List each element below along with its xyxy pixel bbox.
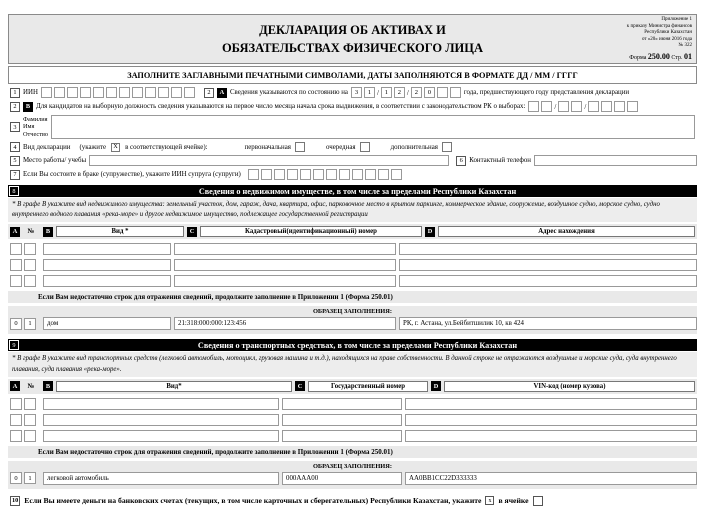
row-spouse-iin: [10, 169, 697, 180]
sample-no-cell: 1: [24, 472, 36, 484]
form-number-label: Форма: [629, 54, 647, 61]
vid-input[interactable]: [43, 259, 171, 271]
legal-appendix-block: [627, 17, 692, 62]
marker-b: B: [23, 102, 33, 112]
address-input[interactable]: [399, 259, 697, 271]
page-label: Стр.: [671, 54, 683, 61]
row-no-cell[interactable]: [24, 398, 36, 410]
form-number-line: [627, 52, 692, 63]
spouse-iin-cell[interactable]: [248, 169, 259, 180]
column-vin-label: VIN-код (номер кузова): [444, 381, 695, 392]
row-workplace-phone: [10, 155, 697, 166]
spouse-iin-cell[interactable]: [300, 169, 311, 180]
page-number: 01: [684, 51, 692, 61]
iin-cell[interactable]: [184, 87, 195, 98]
sample-label: ОБРАЗЕЦ ЗАПОЛНЕНИЯ:: [312, 462, 393, 470]
date-cell[interactable]: [571, 101, 582, 112]
column-a-header: [10, 226, 40, 237]
spouse-iin-cell[interactable]: [365, 169, 376, 180]
row-number-5: 5: [10, 156, 20, 166]
row-number-3: 3: [10, 122, 20, 132]
appendix-line: Приложение 1: [661, 17, 692, 22]
row-no-cell[interactable]: [10, 398, 22, 410]
phone-input[interactable]: [534, 155, 697, 166]
row-number-2b: 2: [10, 102, 20, 112]
section8-number: 8: [9, 186, 19, 196]
section9-note: * В графе В укажите вид транспортных средств (легковой автомобиль, мотоцикл, грузовая машина и т.д.), находящихся на праве собственности. В данной строке не отражаются воздушные и морские суда, суда внутреннего плавания, суда плавания «река-море».: [8, 352, 697, 376]
date-cell[interactable]: 2: [394, 87, 405, 98]
date-separator: /: [376, 88, 379, 97]
vehicle-vid-input[interactable]: [43, 430, 279, 442]
form-title-line1: ДЕКЛАРАЦИЯ ОБ АКТИВАХ И: [259, 22, 446, 37]
iin-cell[interactable]: [106, 87, 117, 98]
iin-cell[interactable]: [80, 87, 91, 98]
row-number-10: 10: [12, 497, 19, 505]
patronymic-label: Отчество: [23, 130, 49, 138]
spouse-iin-cell[interactable]: [378, 169, 389, 180]
section8-row: [10, 259, 697, 271]
row-fio: [10, 115, 697, 139]
column-vid-label: Вид*: [56, 381, 292, 392]
sample-cadastre-value: 21:318:000:000:123:456: [174, 317, 396, 330]
column-a-header: [10, 381, 40, 392]
section9-table-header: [8, 379, 697, 394]
marker-b: B: [43, 381, 53, 391]
marker-a: A: [10, 227, 20, 237]
section9-sample-row: [10, 472, 697, 485]
marker-d: D: [425, 227, 435, 237]
date-cell[interactable]: [558, 101, 569, 112]
column-no-label: №: [27, 382, 35, 390]
iin-cell[interactable]: [145, 87, 156, 98]
cadastre-number-input[interactable]: [174, 259, 396, 271]
date-cell[interactable]: [450, 87, 461, 98]
date-cell[interactable]: [528, 101, 539, 112]
date-cell[interactable]: 3: [351, 87, 362, 98]
form-title-line2: ОБЯЗАТЕЛЬСТВАХ ФИЗИЧЕСКОГО ЛИЦА: [221, 41, 484, 55]
workplace-input[interactable]: [89, 155, 449, 166]
as-of-date-suffix: года, предшествующего году представления декларации: [463, 89, 630, 96]
option-initial-checkbox[interactable]: [295, 142, 305, 152]
vin-input[interactable]: [405, 398, 697, 410]
date-cell[interactable]: [627, 101, 638, 112]
spouse-iin-cell[interactable]: [313, 169, 324, 180]
date-separator: /: [406, 88, 409, 97]
spouse-iin-cell[interactable]: [274, 169, 285, 180]
row-number-6: 6: [456, 156, 466, 166]
section9-row: [10, 430, 697, 442]
marker-d: D: [431, 381, 441, 391]
iin-cell[interactable]: [158, 87, 169, 98]
date-separator: /: [584, 102, 587, 111]
candidates-label: Для кандидатов на выборную должность сведения указываются на первое число месяца начала срока выдвижения, в соответствии с законодательством РК о выборах:: [36, 103, 526, 110]
section8-table-header: [8, 224, 697, 239]
iin-cell[interactable]: [132, 87, 143, 98]
state-number-input[interactable]: [282, 430, 402, 442]
iin-cell[interactable]: [41, 87, 52, 98]
row-no-cells: [10, 259, 40, 271]
date-cell[interactable]: 2: [411, 87, 422, 98]
appendix-line: № 322: [678, 43, 692, 48]
marker-b: B: [43, 227, 53, 237]
option-regular-checkbox[interactable]: [360, 142, 370, 152]
hint-post: в соответствующей ячейке):: [125, 143, 208, 151]
sample-no-cell: 1: [24, 318, 36, 330]
section9-sample: [8, 461, 697, 489]
date-cell[interactable]: [588, 101, 599, 112]
section8-sample-row: [10, 317, 697, 330]
section9-number: 9: [9, 340, 19, 350]
row-iin-and-date: [10, 87, 697, 98]
iin-cell[interactable]: [119, 87, 130, 98]
sample-label: ОБРАЗЕЦ ЗАПОЛНЕНИЯ:: [312, 308, 393, 316]
row-number-7: 7: [10, 170, 20, 180]
address-input[interactable]: [399, 275, 697, 287]
vehicle-vid-input[interactable]: [43, 414, 279, 426]
name-label: Имя: [23, 123, 35, 131]
sample-address-value: РК, г. Астана, ул.Бейбитшилик 10, кв 424: [399, 317, 697, 330]
sample-vehicle-vid-value: легковой автомобиль: [43, 472, 279, 485]
spouse-iin-cell[interactable]: [326, 169, 337, 180]
vehicle-vid-input[interactable]: [43, 398, 279, 410]
bank-accounts-text-after: в ячейке: [498, 496, 529, 506]
form-title: [222, 21, 483, 57]
appendix-line: к приказу Министра финансов: [626, 23, 692, 29]
form-number: 250.00: [647, 51, 670, 61]
section8-continue-note: Если Вам недостаточно строк для отражения сведений, продолжите заполнение в Приложении 1 (Форма 250.01): [8, 291, 697, 303]
vid-input[interactable]: [43, 243, 171, 255]
row-number-1: 1: [10, 88, 20, 98]
column-address-label: Адрес нахождения: [438, 226, 695, 237]
row-no-cell[interactable]: [24, 414, 36, 426]
marker-c: C: [187, 227, 197, 237]
spouse-iin-label: Если Вы состоите в браке (супружестве), укажите ИИН супруга (супруги): [23, 171, 241, 178]
vin-input[interactable]: [405, 414, 697, 426]
row-declaration-type: [10, 142, 697, 152]
row-no-cells: [10, 430, 40, 442]
row-no-cell[interactable]: [24, 430, 36, 442]
date-cell[interactable]: [601, 101, 612, 112]
row-no-cell[interactable]: [10, 243, 22, 255]
row-no-cell[interactable]: [10, 259, 22, 271]
state-number-input[interactable]: [282, 398, 402, 410]
candidates-date-cells: [528, 101, 638, 112]
spouse-iin-cells: [248, 169, 402, 180]
option-additional: [391, 142, 452, 152]
section9-continue-note: Если Вам недостаточно строк для отражения сведений, продолжите заполнение в Приложении 1 (Форма 250.01): [8, 446, 697, 458]
phone-label: Контактный телефон: [469, 157, 531, 164]
spouse-iin-cell[interactable]: [339, 169, 350, 180]
state-number-input[interactable]: [282, 414, 402, 426]
section8-sample: [8, 306, 697, 334]
column-no-label: №: [27, 228, 35, 236]
row-no-cells: [10, 398, 40, 410]
x-mark-hint-box: X: [111, 143, 120, 152]
iin-cell[interactable]: [171, 87, 182, 98]
sample-no-cell: 0: [10, 318, 22, 330]
hint-pre: (укажите: [79, 143, 107, 151]
row-no-cells: [10, 243, 40, 255]
iin-label: ИИН: [23, 89, 38, 96]
column-statenumber-label: Государственный номер: [308, 381, 428, 392]
section8-row: [10, 243, 697, 255]
x-mark-hint-box: x: [485, 496, 494, 505]
section8-note: * В графе В укажите вид недвижимого имущества: земельный участок, дом, гараж, дача, квартира, офис, парковочное место в крытом паркинге, коммерческое здание, сооружение, воздушное судно, морское судно, судно внутреннего водного плавания «река-море» и другое недвижимое имущество, подлежащее государственной регистрации: [8, 198, 697, 222]
column-cadastre-label: Кадастровый(идентификационный) номер: [200, 226, 422, 237]
marker-a: A: [10, 381, 20, 391]
fill-instruction: ЗАПОЛНИТЕ ЗАГЛАВНЫМИ ПЕЧАТНЫМИ СИМВОЛАМИ, ДАТЫ ЗАПОЛНЯЮТСЯ В ФОРМАТЕ ДД / ММ / ГГГГ: [8, 66, 697, 84]
date-cell[interactable]: 1: [381, 87, 392, 98]
marker-a: A: [217, 88, 227, 98]
row-no-cell[interactable]: [10, 275, 22, 287]
sample-vid-value: дом: [43, 317, 171, 330]
address-input[interactable]: [399, 243, 697, 255]
cadastre-number-input[interactable]: [174, 275, 396, 287]
as-of-date-cells: [351, 87, 461, 98]
option-additional-label: дополнительная: [390, 143, 438, 151]
appendix-line: от «20» июня 2016 года: [641, 36, 692, 42]
fio-input[interactable]: [51, 115, 695, 139]
sample-no-cells: [10, 318, 40, 330]
as-of-date-label: Сведения указываются по состоянию на: [229, 89, 348, 96]
row-candidates-date: [10, 101, 697, 112]
section9-row: [10, 414, 697, 426]
row-bank-accounts: [10, 496, 697, 506]
row-no-cell[interactable]: [24, 259, 36, 271]
option-initial: [245, 142, 305, 152]
iin-cell[interactable]: [93, 87, 104, 98]
date-cell[interactable]: 1: [364, 87, 375, 98]
appendix-line: Республики Казахстан: [644, 30, 692, 35]
declaration-type-label: Вид декларации: [23, 143, 71, 151]
vin-input[interactable]: [405, 430, 697, 442]
sample-no-cells: [10, 472, 40, 484]
bank-accounts-checkbox[interactable]: [533, 496, 543, 506]
vid-input[interactable]: [43, 275, 171, 287]
column-vid-label: Вид *: [56, 226, 184, 237]
spouse-iin-cell[interactable]: [261, 169, 272, 180]
date-cell[interactable]: 0: [424, 87, 435, 98]
form-header: [8, 14, 697, 64]
section9-title: Сведения о транспортных средствах, в том числе за пределами Республики Казахстан: [197, 340, 518, 350]
fio-labels: [23, 116, 48, 139]
section8-title: Сведения о недвижимом имуществе, в том числе за пределами Республики Казахстан: [198, 186, 517, 196]
row-no-cell[interactable]: [10, 430, 22, 442]
option-regular-label: очередная: [325, 143, 356, 151]
spouse-iin-cell[interactable]: [352, 169, 363, 180]
sample-no-cell: 0: [10, 472, 22, 484]
sample-vin-value: AA0BB1CC22D333333: [405, 472, 697, 485]
section9-row: [10, 398, 697, 410]
row-no-cell[interactable]: [24, 243, 36, 255]
row-no-cell[interactable]: [24, 275, 36, 287]
row-no-cell[interactable]: [10, 414, 22, 426]
date-separator: /: [554, 102, 557, 111]
surname-label: Фамилия: [23, 115, 48, 123]
date-cell[interactable]: [614, 101, 625, 112]
option-regular: [326, 142, 370, 152]
row-no-cells: [10, 414, 40, 426]
option-additional-checkbox[interactable]: [442, 142, 452, 152]
marker-c: C: [295, 381, 305, 391]
cadastre-number-input[interactable]: [174, 243, 396, 255]
section8-header-bar: [8, 185, 697, 197]
date-cell[interactable]: [541, 101, 552, 112]
form-250: [8, 14, 697, 506]
spouse-iin-cell[interactable]: [391, 169, 402, 180]
date-cell[interactable]: [437, 87, 448, 98]
workplace-label: Место работы/ учебы: [23, 157, 87, 164]
option-initial-label: первоначальная: [244, 143, 291, 151]
row-number-2: 2: [204, 88, 214, 98]
spouse-iin-cell[interactable]: [287, 169, 298, 180]
sample-state-number-value: 000AAA00: [282, 472, 402, 485]
section8-row: [10, 275, 697, 287]
section9-header-bar: [8, 339, 697, 351]
iin-cell[interactable]: [54, 87, 65, 98]
iin-cells: [41, 87, 195, 98]
row-no-cells: [10, 275, 40, 287]
row-number-4: 4: [10, 142, 20, 152]
iin-cell[interactable]: [67, 87, 78, 98]
bank-accounts-text: Если Вы имеете деньги на банковских счетах (текущих, в том числе карточных и сберегательных) Республики Казахстан, укажите: [24, 496, 482, 506]
